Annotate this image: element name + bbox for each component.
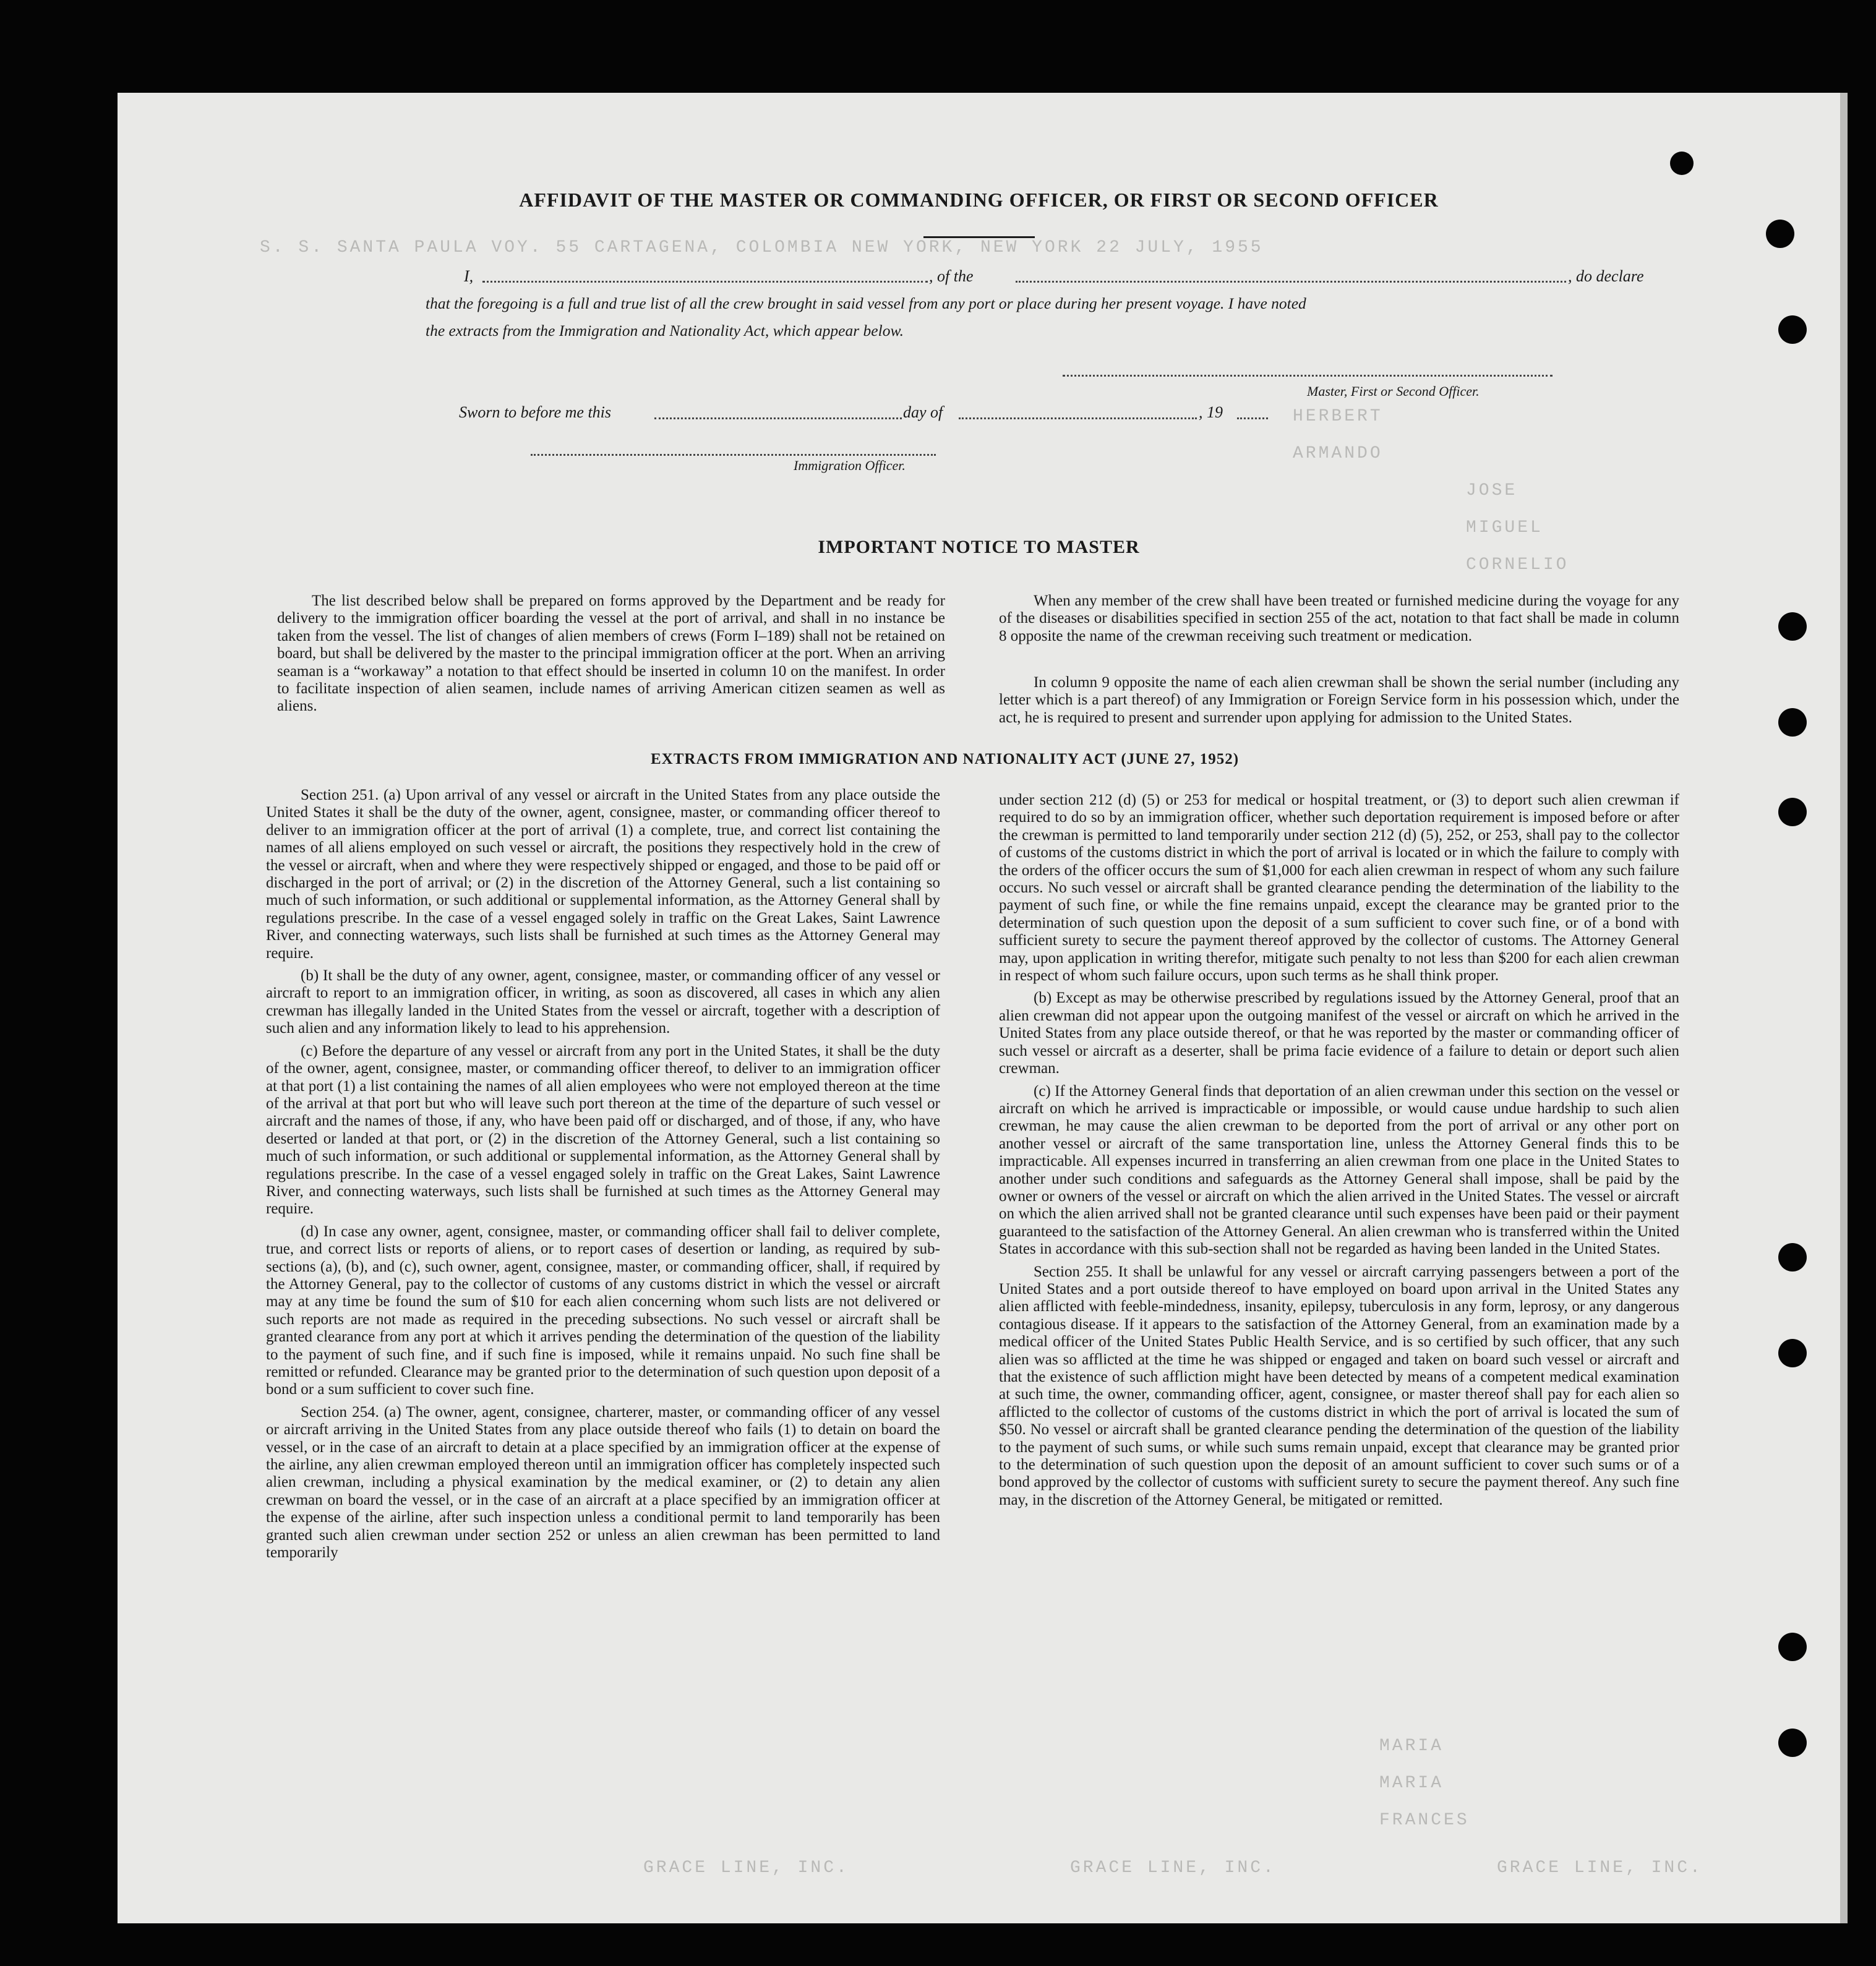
bleed-through-name: MARIA	[1379, 1737, 1444, 1756]
bleed-through-footer: GRACE LINE, INC.	[643, 1858, 849, 1878]
punch-hole	[1778, 1633, 1807, 1661]
extracts-left-column	[266, 787, 940, 1562]
vessel-name-field[interactable]	[1016, 281, 1566, 283]
bleed-through-name: CORNELIO	[1466, 555, 1569, 575]
day-of-label: day of	[903, 403, 943, 421]
declare-label: , do declare	[1568, 267, 1644, 285]
immigration-officer-signature-field[interactable]	[531, 454, 936, 456]
bleed-through-footer: GRACE LINE, INC.	[1497, 1858, 1703, 1878]
declarant-label: I,	[464, 267, 474, 285]
year-label: , 19	[1199, 403, 1223, 421]
bleed-through-footer: GRACE LINE, INC.	[1070, 1858, 1276, 1878]
bleed-through-header: S. S. SANTA PAULA VOY. 55 CARTAGENA, COLOMBIA NEW YORK, NEW YORK 22 JULY, 1955	[260, 238, 1264, 257]
vessel-label: , of the	[929, 267, 974, 285]
statement-line-1: that the foregoing is a full and true list of all the crew brought in said vessel from any port or place during her present voyage. I have noted	[426, 294, 1306, 312]
bleed-through-name: HERBERT	[1293, 407, 1383, 426]
section-251-d: (d) In case any owner, agent, consignee, master, or commanding officer shall fail to deliver complete, true, and correct lists or reports of aliens, or to report cases of desertion or landing, as required by sub-sections (a), (b), and (c), such owner, agent, consignee, master, or commanding officer, shall, if required by the Attorney General, pay to the collector of customs of any customs district in which the vessel or aircraft may at any time be found the sum of $10 for each alien concerning whom such lists are not delivered or such reports are not made as required in the preceding subsections. No such vessel or aircraft shall be granted clearance from any port at which it arrives pending the determination of the question of the liability to the payment of such fine, and if such fine is imposed, while it remains unpaid. No such fine shall be remitted or refunded. Clearance may be granted prior to the determination of such question upon deposit of a bond or a sum sufficient to cover such fine.	[266, 1223, 940, 1398]
bleed-through-name: JOSE	[1466, 481, 1518, 500]
master-signature-field[interactable]	[1063, 375, 1553, 377]
sworn-month-field[interactable]	[959, 417, 1197, 419]
punch-hole	[1778, 612, 1807, 641]
section-251-b: (b) It shall be the duty of any owner, agent, consignee, master, or commanding officer of any vessel or aircraft to report to an immigration officer, in writing, as soon as discovered, all cases in which any alien crewman has illegally landed in the United States from the vessel or aircraft, together with a description of such alien and any information likely to lead to his apprehension.	[266, 967, 940, 1037]
section-251-c: (c) Before the departure of any vessel or aircraft from any port in the United States, it shall be the duty of the owner, agent, consignee, master, or commanding officer thereof, to deliver to an immigration officer at that port (1) a list containing the names of all alien employees who were not employed thereon at the time of the arrival at that port but who will leave such port thereon at the time of the departure of such vessel or aircraft and the names of those, if any, who have been paid off or discharged, and of those, if any, who have deserted or landed at that port, or (2) in the discretion of the Attorney General, such a list containing so much of such information, or such additional or supplemental information, as the Attorney General shall by regulations prescribe. In the case of a vessel engaged solely in traffic on the Great Lakes, Saint Lawrence River, and connecting waterways, such lists shall be furnished at such times as the Attorney General may require.	[266, 1042, 940, 1218]
scan-edge	[1840, 93, 1848, 1923]
punch-hole	[1778, 1243, 1807, 1271]
punch-hole	[1778, 1729, 1807, 1757]
sworn-date-field[interactable]	[654, 417, 902, 419]
title-rule	[923, 236, 1035, 238]
bleed-through-name: MIGUEL	[1466, 518, 1543, 537]
notice-left-paragraph: The list described below shall be prepared on forms approved by the Department and be ready for delivery to the immigration officer boarding the vessel at the port of arrival, and shall in no instance be taken from the vessel. The list of changes of alien members of crews (Form I–189) shall not be retained on board, but shall be delivered by the master to the principal immigration officer at the port. When an arriving seaman is a “workaway” a notation to that effect should be inserted in column 10 on the manifest. In order to facilitate inspection of alien seamen, include names of arriving American citizen seamen as well as aliens.	[277, 592, 945, 715]
punch-hole	[1670, 152, 1694, 175]
punch-hole	[1778, 708, 1807, 737]
bleed-through-name: FRANCES	[1379, 1811, 1470, 1830]
bleed-through-name: MARIA	[1379, 1774, 1444, 1793]
punch-hole	[1778, 315, 1807, 344]
extracts-right-column	[999, 792, 1679, 1509]
punch-hole	[1766, 220, 1794, 248]
section-254-b: (b) Except as may be otherwise prescribed by regulations issued by the Attorney General, proof that an alien crewman did not appear upon the outgoing manifest of the vessel or aircraft on which he arrived in the United States from any place outside thereof, or that he was reported by the master or commanding officer of such vessel or aircraft as a deserter, shall be prima facie evidence of a failure to detain or deport such alien crewman.	[999, 989, 1679, 1077]
punch-hole	[1778, 798, 1807, 826]
notice-right-paragraph-2: In column 9 opposite the name of each alien crewman shall be shown the serial number (including any letter which is a part thereof) of any Immigration or Foreign Service form in his possession which, under the act, he is required to present and surrender upon applying for admission to the United States.	[999, 674, 1679, 726]
punch-hole	[1778, 1339, 1807, 1367]
extracts-heading: EXTRACTS FROM IMMIGRATION AND NATIONALITY ACT (JUNE 27, 1952)	[651, 751, 1240, 767]
immigration-officer-label: Immigration Officer.	[794, 458, 906, 473]
declarant-name-field[interactable]	[482, 281, 928, 283]
section-254-a-continued: under section 212 (d) (5) or 253 for medical or hospital treatment, or (3) to deport such alien crewman if required to do so by an immigration officer, whether such deportation requirement is imposed before or after the crewman is permitted to land temporarily under section 212 (d) (5), 252, or 253, shall pay to the collector of customs of the customs district in which the port of arrival is located or in which the failure to comply with the orders of the officer occurs the sum of $1,000 for each alien crewman in respect of whom any such failure occurs. No such vessel or aircraft shall be granted clearance pending the determination of the liability to the payment of such fine, or while the fine remains unpaid, except the clearance may be granted prior to the determination of such question upon the deposit of a sum sufficient to cover such fine, or of a bond with sufficient surety to secure the payment thereof approved by the collector of customs. The Attorney General may, upon application in writing therefor, mitigate such penalty to not less than $200 for each alien crewman in respect of whom such failure occurs, upon such terms as he shall think proper.	[999, 792, 1679, 985]
section-254-a: Section 254. (a) The owner, agent, consignee, charterer, master, or commanding officer of any vessel or aircraft arriving in the United States from any place outside thereof who fails (1) to detain on board the vessel, or in the case of an aircraft to detain at a place specified by an immigration officer at the expense of the airline, any alien crewman employed thereon until an immigration officer has completely inspected such alien crewman, including a physical examination by the medical examiner, or (2) to detain any alien crewman on board the vessel, or in the case of an aircraft at a place specified by an immigration officer at the expense of the airline, after such inspection unless a conditional permit to land temporarily has been granted such alien crewman under section 252 or unless an alien crewman has been permitted to land temporarily	[266, 1403, 940, 1562]
form-page	[118, 93, 1840, 1923]
statement-line-2: the extracts from the Immigration and Nationality Act, which appear below.	[426, 322, 904, 340]
section-255: Section 255. It shall be unlawful for any vessel or aircraft carrying passengers between a port of the United States and a port outside thereof to have employed on board upon arrival in the United States any alien afflicted with feeble-mindedness, insanity, epilepsy, tuberculosis in any form, leprosy, or any dangerous contagious disease. If it appears to the satisfaction of the Attorney General, from an examination made by a medical officer of the United States Public Health Service, and is so certified by such officer, that any such alien was so afflicted at the time he was shipped or engaged and taken on board such vessel or aircraft and that the existence of such affliction might have been detected by means of a competent medical examination at such time, the owner, commanding officer, agent, consignee, or master thereof shall pay for each alien so afflicted to the collector of customs of the customs district in which the port of arrival is located the sum of $50. No vessel or aircraft shall be granted clearance pending the determination of the question of the liability to the payment of such sums, or while such sums remain unpaid, except that clearance may be granted prior to the determination of such question upon the deposit of an amount sufficient to cover such sums or of a bond approved by the collector of customs with sufficient surety to secure the payment thereof. Any such fine may, in the discretion of the Attorney General, be mitigated or remitted.	[999, 1263, 1679, 1508]
master-signature-label: Master, First or Second Officer.	[1307, 383, 1480, 399]
section-251-a: Section 251. (a) Upon arrival of any vessel or aircraft in the United States from any place outside the United States it shall be the duty of the owner, agent, consignee, master, or commanding officer thereof to deliver to an immigration officer at the port of arrival (1) a complete, true, and correct list containing the names of all aliens employed on such vessel or aircraft, the positions they respectively hold in the crew of the vessel or aircraft, when and where they were respectively shipped or engaged, and those to be paid off or discharged in the port of arrival; or (2) in the discretion of the Attorney General, such a list containing so much of such information, or such additional or supplemental information, as the Attorney General shall by regulations prescribe. In the case of a vessel engaged solely in traffic on the Great Lakes, Saint Lawrence River, and connecting waterways, such lists shall be furnished at such times as the Attorney General may require.	[266, 787, 940, 962]
affidavit-title: AFFIDAVIT OF THE MASTER OR COMMANDING OFFICER, OR FIRST OR SECOND OFFICER	[519, 189, 1439, 211]
notice-right-paragraph-1: When any member of the crew shall have been treated or furnished medicine during the voyage for any of the diseases or disabilities specified in section 255 of the act, notation to that fact shall be made in column 8 opposite the name of the crewman receiving such treatment or medication.	[999, 592, 1679, 644]
sworn-label: Sworn to before me this	[459, 403, 612, 421]
section-254-c: (c) If the Attorney General finds that deportation of an alien crewman under this section on the vessel or aircraft on which he arrived is impracticable or impossible, or would cause undue hardship to such alien crewman, he may cause the alien crewman to be deported from the port of arrival or any other port on another vessel or aircraft of the same transportation line, unless the Attorney General finds this to be impracticable. All expenses incurred in transferring an alien crewman from one place in the United States to another under such conditions and safeguards as the Attorney General shall impose, shall be paid by the owner or owners of the vessel or aircraft on which the alien arrived in the United States. The vessel or aircraft on which the alien arrived shall not be granted clearance until such expenses have been paid or their payment guaranteed to the satisfaction of the Attorney General. An alien crewman who is transferred within the United States in accordance with this sub-section shall not be regarded as having been landed in the United States.	[999, 1082, 1679, 1258]
bleed-through-name: ARMANDO	[1293, 444, 1383, 463]
notice-title: IMPORTANT NOTICE TO MASTER	[818, 537, 1140, 557]
sworn-year-field[interactable]	[1237, 417, 1268, 419]
